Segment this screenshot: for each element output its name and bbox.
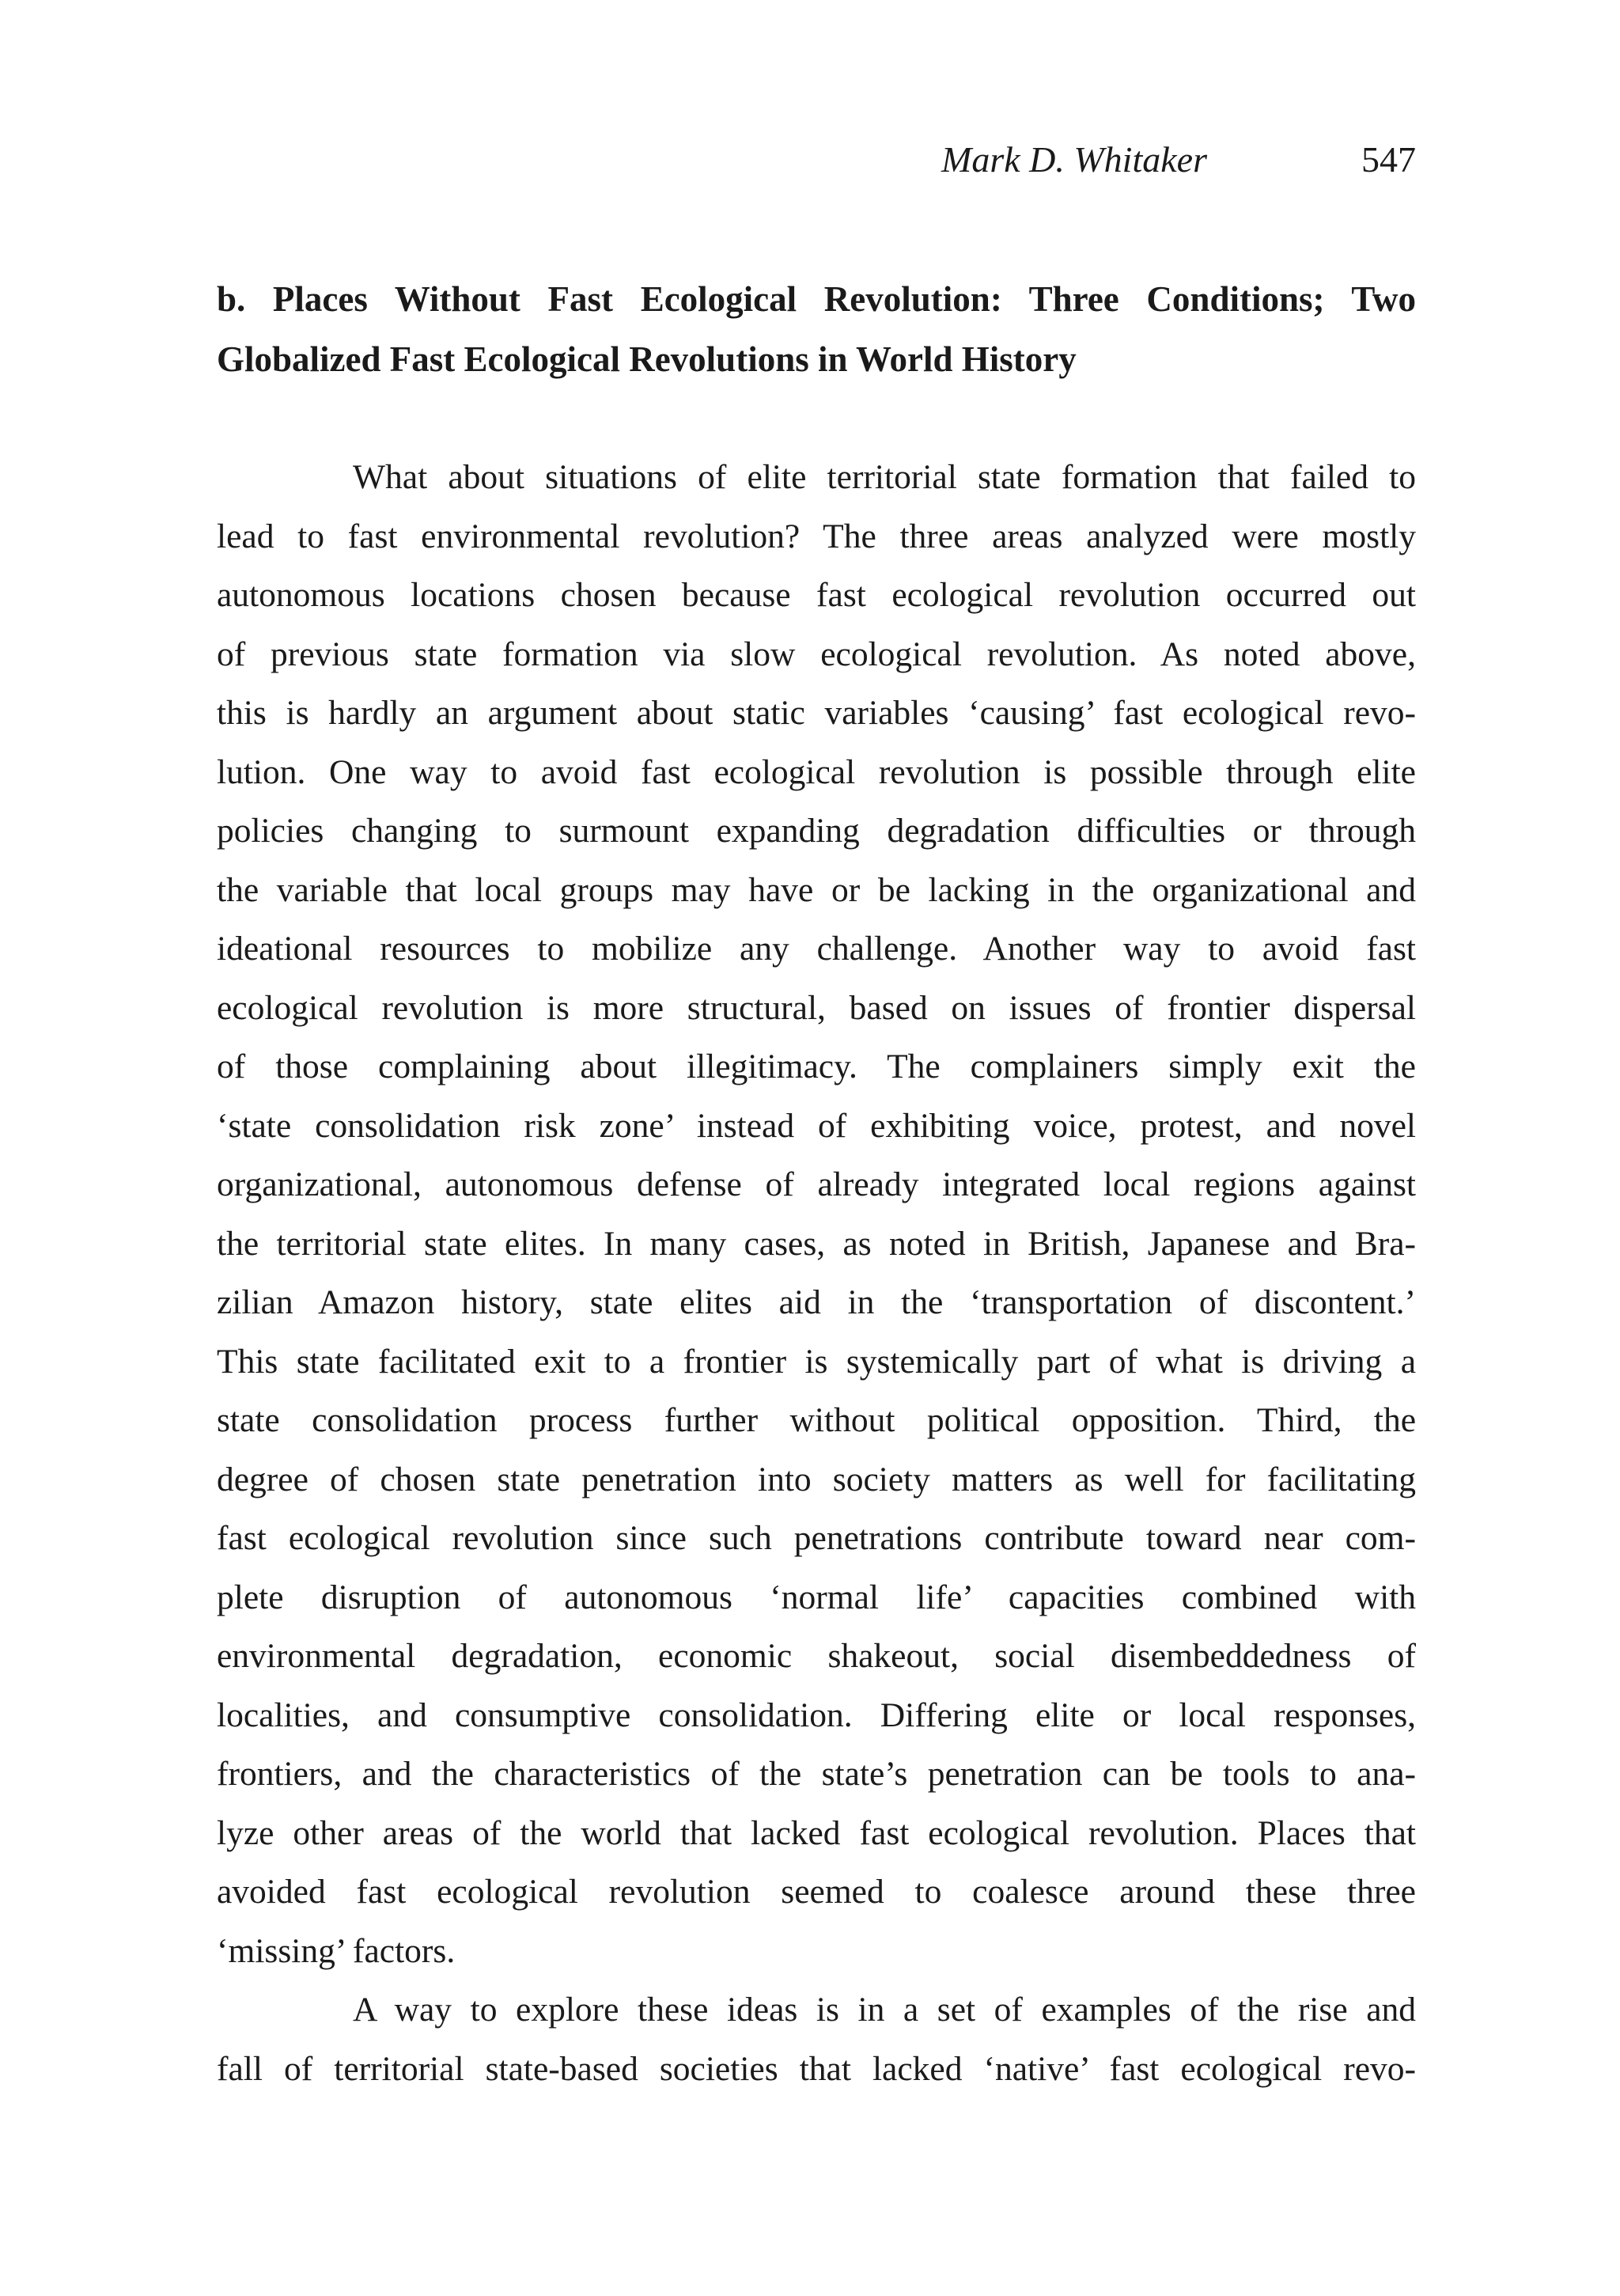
text-line: fast ecological revolution since such penetrations contribute toward near com- bbox=[217, 1519, 1416, 1557]
running-head-author: Mark D. Whitaker bbox=[941, 139, 1207, 180]
text-line: ecological revolution is more structural, based on issues of frontier dispersal bbox=[217, 988, 1416, 1027]
section-heading-line: Globalized Fast Ecological Revolutions in World History bbox=[217, 339, 1077, 379]
text-line: zilian Amazon history, state elites aid in the ‘transportation of discontent.’ bbox=[217, 1283, 1416, 1321]
text-line: of those complaining about illegitimacy. The complainers simply exit the bbox=[217, 1048, 1416, 1085]
text-line: policies changing to surmount expanding degradation difficulties or through bbox=[217, 812, 1416, 850]
text-line: organizational, autonomous defense of already integrated local regions against bbox=[217, 1165, 1416, 1203]
paragraph bbox=[217, 448, 1416, 1980]
paragraph bbox=[217, 1980, 1416, 2098]
text-line: degree of chosen state penetration into society matters as well for facilitating bbox=[217, 1460, 1416, 1498]
text-line: plete disruption of autonomous ‘normal life’ capacities combined with bbox=[217, 1578, 1416, 1616]
text-line: lyze other areas of the world that lacked fast ecological revolution. Places that bbox=[217, 1813, 1416, 1852]
text-line: This state facilitated exit to a frontier is systemically part of what is driving a bbox=[217, 1342, 1416, 1381]
text-line: the variable that local groups may have or be lacking in the organizational and bbox=[217, 870, 1416, 909]
text-line: lead to fast environmental revolution? The three areas analyzed were mostly bbox=[217, 517, 1416, 555]
text-line: the territorial state elites. In many cases, as noted in British, Japanese and Bra- bbox=[217, 1224, 1416, 1263]
section-heading-line: b. Places Without Fast Ecological Revolution: Three Conditions; Two bbox=[217, 279, 1416, 319]
text-line: this is hardly an argument about static variables ‘causing’ fast ecological revo- bbox=[217, 694, 1416, 732]
text-line: ‘missing’ factors. bbox=[217, 1931, 456, 1970]
text-line: state consolidation process further without political opposition. Third, the bbox=[217, 1401, 1416, 1439]
text-line: fall of territorial state-based societies that lacked ‘native’ fast ecological revo- bbox=[217, 2049, 1416, 2088]
text-line: lution. One way to avoid fast ecological revolution is possible through elite bbox=[217, 752, 1416, 791]
body-text bbox=[217, 448, 1416, 2098]
text-line: environmental degradation, economic shakeout, social disembeddedness of bbox=[217, 1637, 1416, 1675]
text-line: frontiers, and the characteristics of the state’s penetration can be tools to ana- bbox=[217, 1755, 1416, 1793]
section-heading bbox=[217, 269, 1416, 389]
text-line: ‘state consolidation risk zone’ instead of exhibiting voice, protest, and novel bbox=[217, 1106, 1416, 1145]
text-line: ideational resources to mobilize any challenge. Another way to avoid fast bbox=[217, 930, 1416, 968]
text-line: avoided fast ecological revolution seemed to coalesce around these three bbox=[217, 1873, 1416, 1911]
text-line: What about situations of elite territorial state formation that failed to bbox=[353, 458, 1416, 496]
text-line: of previous state formation via slow ecological revolution. As noted above, bbox=[217, 635, 1416, 673]
text-line: localities, and consumptive consolidation. Differing elite or local responses, bbox=[217, 1695, 1416, 1734]
page-number: 547 bbox=[1361, 139, 1416, 180]
text-line: A way to explore these ideas is in a set of examples of the rise and bbox=[353, 1991, 1416, 2029]
text-line: autonomous locations chosen because fast ecological revolution occurred out bbox=[217, 576, 1416, 614]
